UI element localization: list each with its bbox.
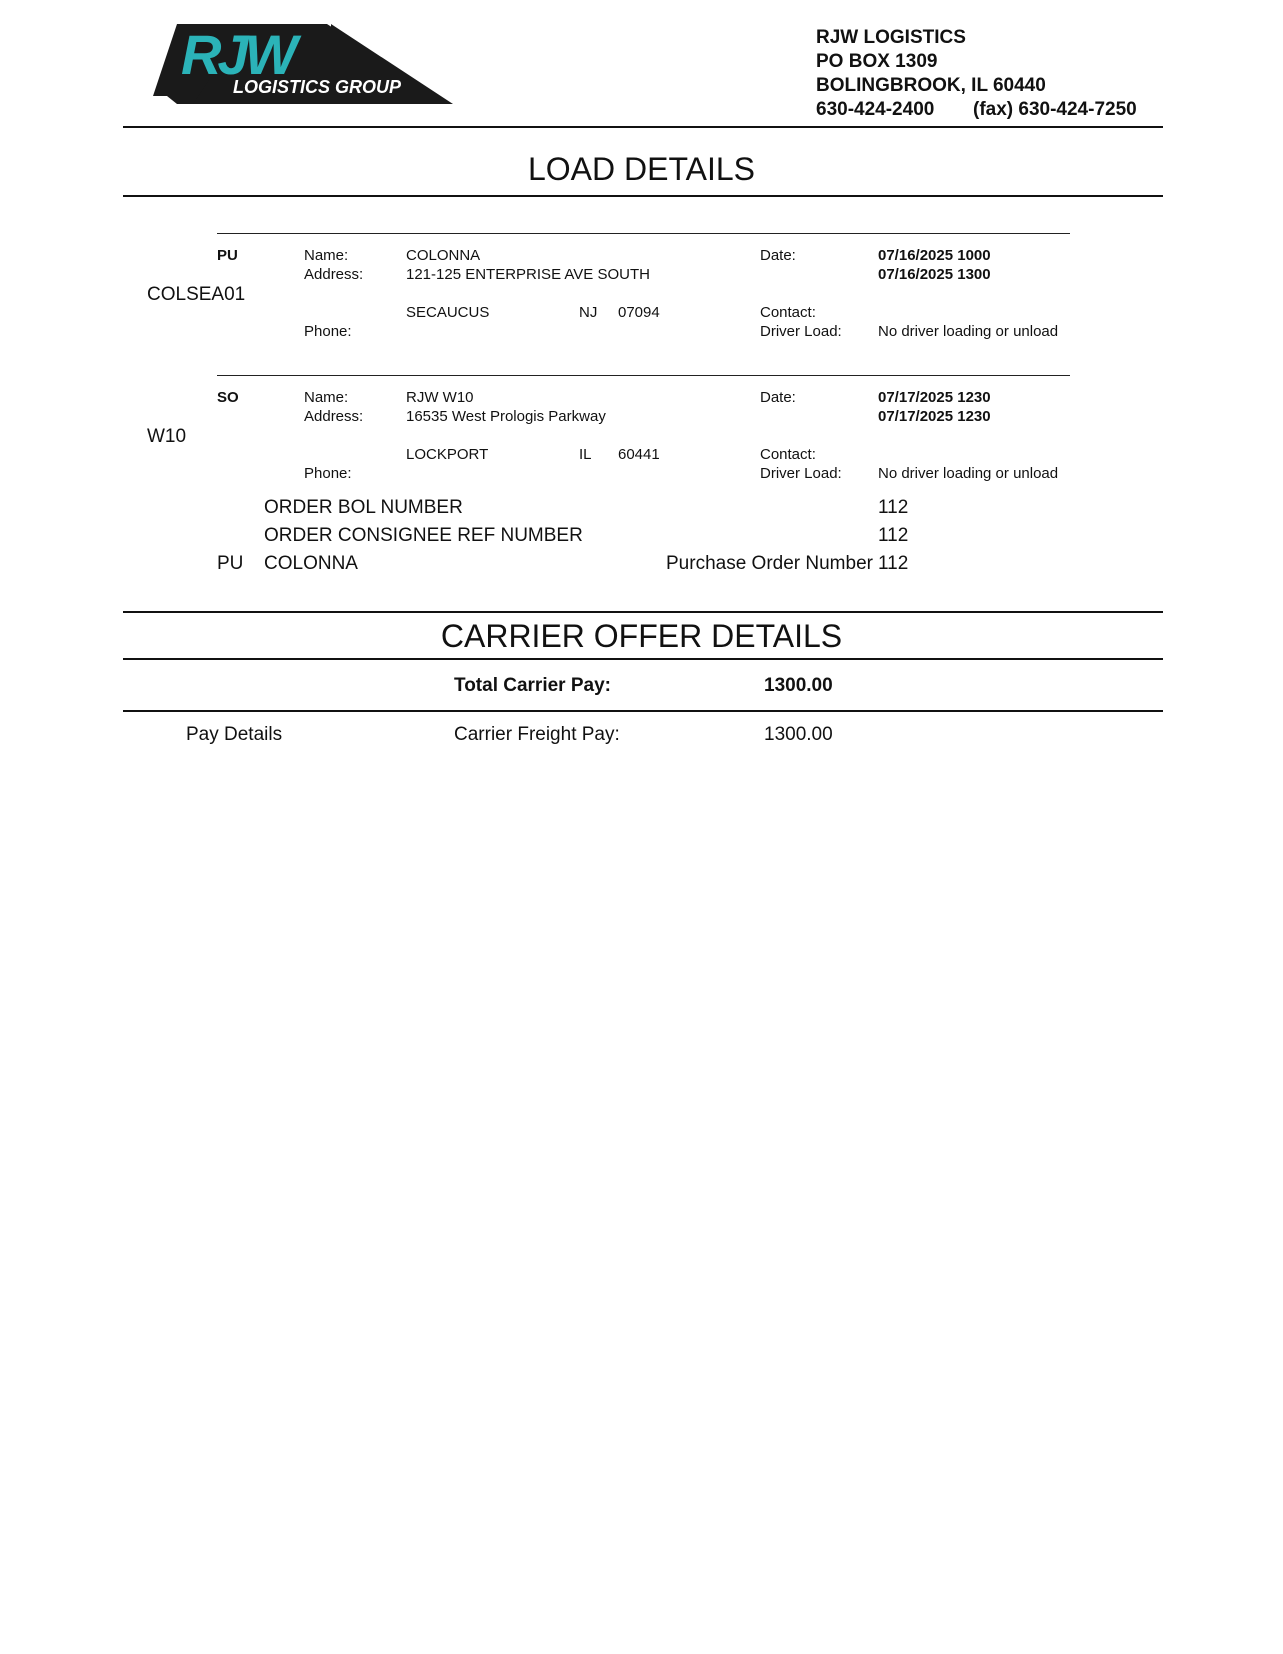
- load-details-divider: [123, 195, 1163, 197]
- driver-load-label: Driver Load:: [760, 323, 842, 340]
- carrier-offer-divider: [123, 658, 1163, 660]
- driver-load-value: No driver loading or unload: [878, 323, 1059, 340]
- company-name: RJW LOGISTICS: [816, 27, 966, 48]
- reference-label: ORDER BOL NUMBER: [264, 497, 463, 518]
- date-from: 07/17/2025 1230: [878, 389, 991, 406]
- po-stop-name: COLONNA: [264, 553, 358, 574]
- stop-city: SECAUCUS: [406, 304, 490, 321]
- date-to: 07/17/2025 1230: [878, 408, 991, 425]
- total-pay-value: 1300.00: [764, 675, 833, 696]
- reference-value: 112: [878, 525, 909, 546]
- stop-city: LOCKPORT: [406, 446, 489, 463]
- stop-separator: [217, 375, 1070, 376]
- company-city-state-zip: BOLINGBROOK, IL 60440: [816, 75, 1046, 96]
- stop-state: IL: [579, 446, 592, 463]
- load-details-title: LOAD DETAILS: [527, 151, 756, 187]
- stop-type: SO: [217, 389, 239, 406]
- stop-name: RJW W10: [406, 389, 474, 406]
- total-pay-label: Total Carrier Pay:: [454, 675, 611, 696]
- svg-text:LOGISTICS GROUP: LOGISTICS GROUP: [233, 77, 402, 97]
- stop-type: PU: [217, 247, 238, 264]
- stop-state: NJ: [579, 304, 598, 321]
- date-from: 07/16/2025 1000: [878, 247, 991, 264]
- po-stop-type: PU: [217, 553, 244, 574]
- stop-name: COLONNA: [406, 247, 481, 264]
- reference-label: ORDER CONSIGNEE REF NUMBER: [264, 525, 583, 546]
- reference-value: 112: [878, 497, 909, 518]
- stop-separator: [217, 233, 1070, 234]
- phone-label: Phone:: [304, 323, 352, 340]
- contact-label: Contact:: [760, 446, 816, 463]
- header-divider: [123, 126, 1163, 128]
- stop-address: 121-125 ENTERPRISE AVE SOUTH: [406, 266, 650, 283]
- freight-pay-value: 1300.00: [764, 724, 833, 745]
- date-label: Date:: [760, 389, 796, 406]
- driver-load-label: Driver Load:: [760, 465, 842, 482]
- stop-code: W10: [147, 426, 187, 447]
- freight-pay-label: Carrier Freight Pay:: [454, 724, 620, 745]
- date-to: 07/16/2025 1300: [878, 266, 991, 283]
- company-phone: 630-424-2400: [816, 99, 935, 120]
- driver-load-value: No driver loading or unload: [878, 465, 1059, 482]
- name-label: Name:: [304, 247, 349, 264]
- svg-text:RJW: RJW: [181, 24, 294, 86]
- stop-zip: 07094: [618, 304, 660, 321]
- company-fax: (fax) 630-424-7250: [973, 99, 1137, 120]
- rjw-logistics-logo: [153, 24, 469, 104]
- carrier-offer-title: CARRIER OFFER DETAILS: [440, 618, 843, 654]
- po-number-label: Purchase Order Number: [666, 553, 873, 574]
- address-label: Address:: [304, 408, 364, 425]
- company-info: [816, 26, 1137, 122]
- phone-label: Phone:: [304, 465, 352, 482]
- carrier-offer-top-divider: [123, 611, 1163, 613]
- pay-details-label: Pay Details: [186, 724, 283, 745]
- stop-code: COLSEA01: [147, 284, 246, 305]
- date-label: Date:: [760, 247, 796, 264]
- address-label: Address:: [304, 266, 364, 283]
- po-number-value: 112: [878, 553, 909, 574]
- stop-zip: 60441: [618, 446, 660, 463]
- stop-address: 16535 West Prologis Parkway: [406, 408, 606, 425]
- contact-label: Contact:: [760, 304, 816, 321]
- name-label: Name:: [304, 389, 349, 406]
- company-po-box: PO BOX 1309: [816, 51, 938, 72]
- total-pay-divider: [123, 710, 1163, 712]
